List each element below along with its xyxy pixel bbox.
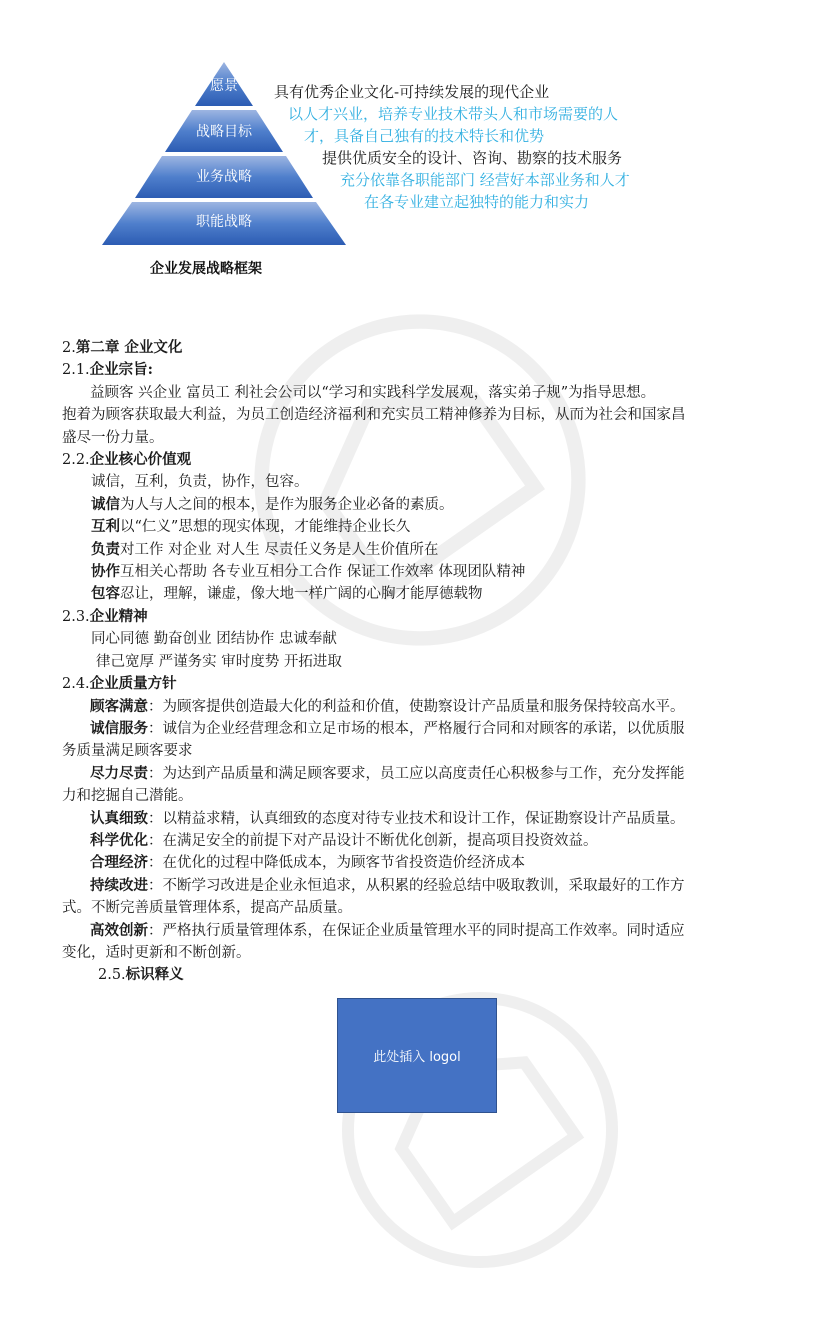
policy-item	[62, 852, 780, 874]
policy-item	[62, 696, 780, 718]
value-item	[62, 494, 780, 516]
policy-text: ：以精益求精，认真细致的态度对待专业技术和设计工作，保证勘察设计产品质量。	[148, 810, 685, 827]
policy-term: 持续改进	[90, 876, 148, 894]
value-item	[62, 539, 780, 561]
value-term: 负责	[91, 540, 120, 558]
section-number: 2.5.	[98, 967, 126, 984]
paragraph: 益顾客 兴企业 富员工 利社会公司以“学习和实践科学发展观，落实弟子规”为指导思想。	[90, 384, 656, 401]
value-text: 互相关心帮助 各专业互相分工合作 保证工作效率 体现团队精神	[120, 564, 526, 581]
policy-text-cont: 变化，适时更新和不断创新。	[62, 944, 251, 961]
policy-term: 认真细致	[90, 809, 148, 827]
value-item	[62, 561, 780, 583]
policy-text-cont: 力和挖掘自己潜能。	[62, 788, 193, 805]
section-heading	[62, 359, 780, 381]
policy-text: ：为顾客提供创造最大化的利益和价值，使勘察设计产品质量和服务保持较高水平。	[148, 698, 685, 715]
policy-text-cont: 务质量满足顾客要求	[62, 743, 193, 760]
policy-text: ：在优化的过程中降低成本，为顾客节省投资造价经济成本	[148, 855, 525, 872]
section-number: 2.2.	[62, 452, 90, 469]
chapter-heading	[62, 337, 780, 359]
pyramid-desc-functional: 充分依靠各职能部门 经营好本部业务和人才	[340, 171, 630, 189]
policy-term: 顾客满意	[90, 697, 148, 715]
paragraph: 盛尽一份力量。	[62, 429, 164, 446]
policy-term: 诚信服务	[90, 719, 148, 737]
section-heading	[62, 449, 780, 471]
logo-placeholder-text: 此处插入 logol	[373, 1050, 461, 1065]
value-item	[62, 583, 780, 605]
value-term: 协作	[91, 563, 120, 581]
value-text: 忍让，理解，谦虚，像大地一样广阔的心胸才能厚德载物	[120, 586, 483, 603]
section-title: 标识释义	[125, 966, 184, 984]
policy-term: 科学优化	[90, 831, 148, 849]
policy-term: 尽力尽责	[90, 764, 148, 782]
section-number: 2.3.	[62, 608, 90, 625]
pyramid-desc-functional-cont: 在各专业建立起独特的能力和实力	[364, 193, 590, 211]
pyramid-desc-business: 提供优质安全的设计、咨询、勘察的技术服务	[322, 149, 623, 167]
chapter-number: 2.	[62, 340, 76, 356]
paragraph: 诚信，互利，负责，协作，包容。	[91, 474, 309, 491]
section-title: 企业质量方针	[89, 675, 177, 693]
paragraph: 抱着为顾客获取最大利益，为员工创造经济福利和充实员工精神修养为目标，从而为社会和国家昌	[62, 407, 686, 424]
section-number: 2.1.	[62, 362, 90, 379]
paragraph: 同心同德 勤奋创业 团结协作 忠诚奉献	[91, 631, 337, 648]
policy-term: 高效创新	[90, 921, 148, 939]
policy-item	[62, 830, 780, 852]
policy-item	[62, 875, 780, 897]
pyramid-label: 职能战略	[196, 214, 252, 230]
pyramid-desc-goal: 以人才兴业，培养专业技术带头人和市场需要的人	[288, 105, 619, 123]
value-term: 互利	[91, 518, 120, 536]
policy-text: ：在满足安全的前提下对产品设计不断优化创新，提高项目投资效益。	[148, 832, 598, 849]
policy-term: 合理经济	[90, 854, 148, 872]
section-heading	[62, 606, 780, 628]
section-title: 企业核心价值观	[89, 451, 192, 469]
section-title: 企业精神	[89, 607, 148, 625]
logo-placeholder[interactable]	[337, 998, 497, 1113]
value-item	[62, 516, 780, 538]
value-term: 包容	[91, 585, 120, 603]
value-text: 以“仁义”思想的现实体现，才能维持企业长久	[120, 519, 411, 536]
policy-text: ：不断学习改进是企业永恒追求，从积累的经验总结中吸取教训，采取最好的工作方	[148, 877, 685, 894]
chapter-title: 第二章 企业文化	[75, 339, 183, 356]
pyramid-label: 战略目标	[196, 124, 252, 140]
pyramid-label: 业务战略	[196, 169, 252, 185]
pyramid-desc-vision: 具有优秀企业文化-可持续发展的现代企业	[274, 83, 550, 101]
value-text: 对工作 对企业 对人生 尽责任义务是人生价值所在	[120, 541, 439, 558]
section-number: 2.4.	[62, 676, 90, 693]
section-heading	[62, 673, 780, 695]
value-term: 诚信	[91, 495, 120, 513]
policy-item	[62, 763, 780, 785]
policy-item	[62, 808, 780, 830]
pyramid-desc-goal-cont: 才，具备自己独有的技术特长和优势	[304, 127, 545, 145]
section-heading	[62, 964, 780, 986]
policy-item	[62, 718, 780, 740]
pyramid-label: 愿景	[210, 78, 238, 94]
pyramid-caption: 企业发展战略框架	[150, 261, 262, 277]
paragraph: 律己宽厚 严谨务实 审时度势 开拓进取	[96, 653, 342, 670]
value-text: 为人与人之间的根本，是作为服务企业必备的素质。	[120, 496, 454, 513]
policy-text: ：诚信为企业经营理念和立足市场的根本，严格履行合同和对顾客的承诺，以优质服	[148, 720, 685, 737]
policy-item	[62, 920, 780, 942]
policy-text: ：严格执行质量管理体系，在保证企业质量管理水平的同时提高工作效率。同时适应	[148, 922, 685, 939]
section-title: 企业宗旨:	[89, 361, 154, 379]
policy-text-cont: 式。不断完善质量管理体系，提高产品质量。	[62, 900, 352, 917]
document-body	[62, 337, 780, 987]
policy-text: ：为达到产品质量和满足顾客要求，员工应以高度责任心积极参与工作，充分发挥能	[148, 765, 685, 782]
